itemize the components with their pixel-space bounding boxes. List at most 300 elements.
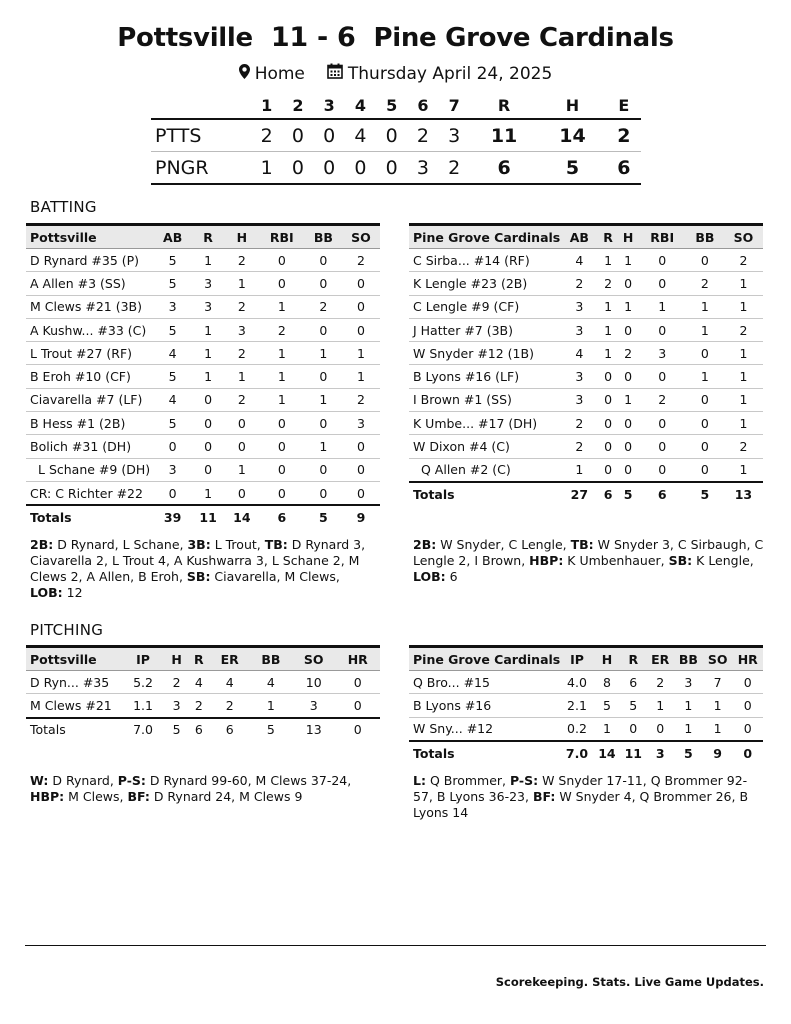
totals-row <box>26 505 380 528</box>
table-row <box>409 458 763 482</box>
stat-cell: 1 <box>724 295 763 318</box>
col-header: AB <box>560 225 598 249</box>
stat-cell: 1 <box>598 318 617 341</box>
stat-cell: 1 <box>724 458 763 482</box>
stat-cell: 6 <box>620 671 646 694</box>
player-name: Totals <box>413 486 455 502</box>
pitching-notes-home: L: Q Brommer, P-S: W Snyder 17-11, Q Brommer 92-57, B Lyons 36-23, BF: W Snyder 4, Q Brommer 26, B Lyons 14 <box>413 773 749 820</box>
stat-cell: 2 <box>305 295 342 318</box>
table-row <box>409 388 763 411</box>
stat-cell: 0 <box>259 481 305 505</box>
map-pin-icon <box>239 64 250 83</box>
total-runs: 6 <box>470 152 538 185</box>
team-header: Pine Grove Cardinals <box>409 225 560 249</box>
stat-cell: 0 <box>191 458 225 481</box>
stat-cell: 4 <box>210 671 250 694</box>
stat-cell: 0 <box>225 481 259 505</box>
team-header: Pottsville <box>26 647 121 671</box>
stat-cell: 2 <box>560 435 598 458</box>
pitching-notes-away: W: D Rynard, P-S: D Rynard 99-60, M Clews 37-24, HBP: M Clews, BF: D Rynard 24, M Clews 9 <box>30 773 352 804</box>
stat-cell: 1 <box>259 342 305 365</box>
pitching-table-away <box>26 645 380 741</box>
stat-cell: 0 <box>335 671 380 694</box>
table-row <box>26 365 380 388</box>
stat-cell: 10 <box>292 671 335 694</box>
stat-cell: 2 <box>724 318 763 341</box>
stat-cell: 0 <box>598 435 617 458</box>
stat-cell: 7.0 <box>565 745 589 761</box>
stat-cell: 1 <box>191 365 225 388</box>
stat-cell: 2 <box>724 249 763 272</box>
player-name: B Lyons #16 (LF) <box>409 365 560 388</box>
stat-cell: 14 <box>233 509 251 525</box>
inning-score: 2 <box>251 119 282 152</box>
batting-notes-home: 2B: W Snyder, C Lengle, TB: W Snyder 3, C Sirbaugh, C Lengle 2, I Brown, HBP: K Umbenhauer, SB: K Lengle, LOB: 6 <box>413 537 764 584</box>
stat-cell: 4.0 <box>560 671 594 694</box>
stat-cell: 0 <box>342 272 380 295</box>
player-name: W Dixon #4 (C) <box>409 435 560 458</box>
player-name: B Eroh #10 (CF) <box>26 365 154 388</box>
player-name: Ciavarella #7 (LF) <box>26 388 154 411</box>
col-header: BB <box>305 225 342 249</box>
col-header: AB <box>154 225 191 249</box>
stat-cell: 4 <box>154 342 191 365</box>
table-row <box>26 671 380 694</box>
player-name: Q Allen #2 (C) <box>409 458 560 482</box>
game-date: Thursday April 24, 2025 <box>347 64 553 84</box>
stat-cell: 0 <box>598 412 617 435</box>
inning-score: 2 <box>439 152 470 185</box>
stat-cell: 1 <box>618 388 639 411</box>
stat-cell: 0 <box>618 365 639 388</box>
stat-cell: 39 <box>163 509 182 525</box>
stat-cell: 3 <box>342 412 380 435</box>
stat-cell: 1 <box>259 365 305 388</box>
totals-row <box>409 482 763 505</box>
table-row <box>26 342 380 365</box>
stat-cell: 0 <box>733 671 763 694</box>
stat-cell: 0 <box>743 745 753 761</box>
batting-table-home <box>409 223 763 505</box>
stat-cell: 0 <box>733 694 763 717</box>
stat-cell: 11 <box>624 745 642 761</box>
stat-cell: 2 <box>225 249 259 272</box>
stat-cell: 1 <box>618 295 639 318</box>
table-row <box>26 249 380 272</box>
stat-cell: 2 <box>225 388 259 411</box>
stat-cell: 0 <box>259 412 305 435</box>
total-errors: 6 <box>607 152 641 185</box>
stat-cell: 0 <box>646 717 674 741</box>
table-row <box>409 435 763 458</box>
runs-header: R <box>470 92 538 119</box>
batting-table-away <box>26 223 380 529</box>
stat-cell: 0 <box>639 458 686 482</box>
table-row <box>26 458 380 481</box>
player-name: A Allen #3 (SS) <box>26 272 154 295</box>
stat-cell: 1 <box>639 295 686 318</box>
pitching-section-title: PITCHING <box>30 621 104 639</box>
stat-cell: 0 <box>639 249 686 272</box>
final-score: 11 - 6 <box>270 22 356 53</box>
stat-cell: 0 <box>618 412 639 435</box>
stat-cell: 0 <box>618 435 639 458</box>
stat-cell: 1 <box>724 342 763 365</box>
stat-cell: 3 <box>154 458 191 481</box>
team-abbr: PNGR <box>151 152 251 185</box>
stat-cell: 8 <box>594 671 620 694</box>
stat-cell: 2 <box>686 272 724 295</box>
player-name: L Schane #9 (DH) <box>26 458 154 481</box>
inning-score: 0 <box>282 152 313 185</box>
batting-notes-away: 2B: D Rynard, L Schane, 3B: L Trout, TB: D Rynard 3, Ciavarella 2, L Trout 4, A Kushwarra 3, L Schane 2, M Clews 2, A Allen, B Eroh, SB: Ciavarella, M Clews, LOB: 12 <box>30 537 366 600</box>
stat-cell: 1 <box>598 342 617 365</box>
stat-cell: 1 <box>724 365 763 388</box>
stat-cell: 0 <box>686 388 724 411</box>
player-name: I Brown #1 (SS) <box>409 388 560 411</box>
stat-cell: 0 <box>342 458 380 481</box>
stat-cell: 0 <box>598 458 617 482</box>
stat-cell: 27 <box>570 486 589 502</box>
stat-cell: 6 <box>225 722 234 738</box>
col-header: SO <box>703 647 733 671</box>
stat-cell: 0 <box>259 249 305 272</box>
stat-cell: 1 <box>225 365 259 388</box>
stat-cell: 1 <box>191 481 225 505</box>
col-header: BB <box>674 647 703 671</box>
stat-cell: 2 <box>598 272 617 295</box>
player-name: W Snyder #12 (1B) <box>409 342 560 365</box>
stat-cell: 7.0 <box>133 722 153 738</box>
table-row <box>409 318 763 341</box>
stat-cell: 0 <box>639 435 686 458</box>
col-header: IP <box>560 647 594 671</box>
stat-cell: 0 <box>305 272 342 295</box>
stat-cell: 1 <box>225 272 259 295</box>
stat-cell: 2 <box>225 342 259 365</box>
table-row <box>26 295 380 318</box>
stat-cell: 1 <box>305 388 342 411</box>
stat-cell: 1 <box>259 295 305 318</box>
stat-cell: 1 <box>618 249 639 272</box>
table-row <box>409 249 763 272</box>
player-name: M Clews #21 (3B) <box>26 295 154 318</box>
stat-cell: 3 <box>560 318 598 341</box>
stat-cell: 1 <box>686 318 724 341</box>
stat-cell: 0 <box>618 272 639 295</box>
stat-cell: 1 <box>724 412 763 435</box>
stat-cell: 1 <box>674 694 703 717</box>
table-row <box>26 694 380 718</box>
player-name: CR: C Richter #22 <box>26 481 154 505</box>
stat-cell: 1 <box>703 717 733 741</box>
stat-cell: 1 <box>724 272 763 295</box>
inning-score: 2 <box>407 119 438 152</box>
team-header: Pottsville <box>26 225 154 249</box>
stat-cell: 5 <box>594 694 620 717</box>
inning-score: 3 <box>407 152 438 185</box>
col-header: BB <box>250 647 292 671</box>
stat-cell: 0 <box>154 435 191 458</box>
player-name: Q Bro... #15 <box>409 671 560 694</box>
col-header: H <box>594 647 620 671</box>
stat-cell: 2 <box>646 671 674 694</box>
stat-cell: 0 <box>191 388 225 411</box>
stat-cell: 2 <box>210 694 250 718</box>
stat-cell: 1 <box>686 295 724 318</box>
stat-cell: 2.1 <box>560 694 594 717</box>
stat-cell: 0 <box>639 365 686 388</box>
stat-cell: 0 <box>620 717 646 741</box>
stat-cell: 0 <box>686 458 724 482</box>
game-info <box>0 63 791 84</box>
stat-cell: 2 <box>259 318 305 341</box>
table-row <box>26 388 380 411</box>
stat-cell: 2 <box>560 412 598 435</box>
stat-cell: 1 <box>686 365 724 388</box>
inning-score: 0 <box>376 152 407 185</box>
stat-cell: 2 <box>342 249 380 272</box>
table-row <box>26 435 380 458</box>
stat-cell: 7 <box>703 671 733 694</box>
table-row <box>26 481 380 505</box>
stat-cell: 1 <box>191 342 225 365</box>
inning-header: 4 <box>345 92 376 119</box>
stat-cell: 3 <box>154 295 191 318</box>
total-runs: 11 <box>470 119 538 152</box>
col-header: R <box>188 647 209 671</box>
stat-cell: 3 <box>674 671 703 694</box>
table-row <box>26 272 380 295</box>
stat-cell: 0 <box>305 249 342 272</box>
stat-cell: 1.1 <box>121 694 165 718</box>
stat-cell: 5 <box>154 249 191 272</box>
stat-cell: 14 <box>598 745 616 761</box>
totals-row <box>409 741 763 764</box>
errors-header: E <box>607 92 641 119</box>
stat-cell: 0 <box>335 694 380 718</box>
stat-cell: 5 <box>266 722 275 738</box>
player-name: Totals <box>30 509 72 525</box>
inning-score: 3 <box>439 119 470 152</box>
stat-cell: 0 <box>686 435 724 458</box>
stat-cell: 5 <box>154 272 191 295</box>
stat-cell: 0 <box>686 412 724 435</box>
col-header: SO <box>724 225 763 249</box>
stat-cell: 6 <box>657 486 667 502</box>
player-name: C Lengle #9 (CF) <box>409 295 560 318</box>
stat-cell: 4 <box>560 249 598 272</box>
stat-cell: 3 <box>560 295 598 318</box>
stat-cell: 0 <box>639 272 686 295</box>
total-hits: 5 <box>538 152 606 185</box>
player-name: Totals <box>30 722 66 738</box>
table-row <box>409 694 763 717</box>
stat-cell: 0 <box>686 249 724 272</box>
stat-cell: 2 <box>342 388 380 411</box>
player-name: B Lyons #16 <box>409 694 560 717</box>
team-header: Pine Grove Cardinals <box>409 647 560 671</box>
table-row <box>409 717 763 741</box>
inning-score: 0 <box>376 119 407 152</box>
stat-cell: 0 <box>733 717 763 741</box>
stat-cell: 4 <box>250 671 292 694</box>
line-score-row-home <box>151 152 641 185</box>
table-row <box>409 342 763 365</box>
stat-cell: 0 <box>259 272 305 295</box>
stat-cell: 4 <box>154 388 191 411</box>
stat-cell: 5 <box>623 486 633 502</box>
stat-cell: 0 <box>639 412 686 435</box>
totals-row <box>26 718 380 741</box>
stat-cell: 0 <box>353 722 362 738</box>
stat-cell: 5 <box>684 745 693 761</box>
hits-header: H <box>538 92 606 119</box>
player-name: Totals <box>413 745 455 761</box>
player-name: C Sirba... #14 (RF) <box>409 249 560 272</box>
inning-score: 4 <box>345 119 376 152</box>
player-name: W Sny... #12 <box>409 717 560 741</box>
stat-cell: 2 <box>560 272 598 295</box>
stat-cell: 1 <box>560 458 598 482</box>
stat-cell: 0 <box>342 481 380 505</box>
inning-header: 5 <box>376 92 407 119</box>
table-row <box>26 318 380 341</box>
player-name: M Clews #21 <box>26 694 121 718</box>
stat-cell: 3 <box>191 295 225 318</box>
col-header: ER <box>210 647 250 671</box>
stat-cell: 0 <box>342 435 380 458</box>
stat-cell: 4 <box>560 342 598 365</box>
stat-cell: 3 <box>292 694 335 718</box>
stat-cell: 1 <box>724 388 763 411</box>
stat-cell: 6 <box>277 509 287 525</box>
location-label: Home <box>254 64 305 84</box>
player-name: Bolich #31 (DH) <box>26 435 154 458</box>
stat-cell: 1 <box>598 249 617 272</box>
game-title <box>0 22 791 53</box>
inning-score: 1 <box>251 152 282 185</box>
stat-cell: 5 <box>154 365 191 388</box>
stat-cell: 5 <box>172 722 181 738</box>
stat-cell: 1 <box>594 717 620 741</box>
away-team-name: Pottsville <box>117 23 253 53</box>
stat-cell: 0 <box>639 318 686 341</box>
total-errors: 2 <box>607 119 641 152</box>
stat-cell: 9 <box>356 509 366 525</box>
stat-cell: 0 <box>225 435 259 458</box>
player-name: K Umbe... #17 (DH) <box>409 412 560 435</box>
stat-cell: 13 <box>734 486 753 502</box>
stat-cell: 5 <box>700 486 710 502</box>
col-header: RBI <box>639 225 686 249</box>
stat-cell: 3 <box>655 745 665 761</box>
stat-cell: 0 <box>305 318 342 341</box>
col-header: HR <box>335 647 380 671</box>
col-header: R <box>598 225 617 249</box>
stat-cell: 0 <box>618 318 639 341</box>
stat-cell: 0 <box>686 342 724 365</box>
stat-cell: 2 <box>618 342 639 365</box>
inning-score: 0 <box>314 119 345 152</box>
stat-cell: 0 <box>598 388 617 411</box>
stat-cell: 0 <box>225 412 259 435</box>
col-header: HR <box>733 647 763 671</box>
stat-cell: 13 <box>305 722 322 738</box>
table-row <box>409 295 763 318</box>
col-header: SO <box>292 647 335 671</box>
stat-cell: 1 <box>305 435 342 458</box>
stat-cell: 0 <box>259 435 305 458</box>
stat-cell: 1 <box>225 458 259 481</box>
col-header: BB <box>686 225 724 249</box>
stat-cell: 3 <box>639 342 686 365</box>
stat-cell: 0 <box>305 365 342 388</box>
player-name: A Kushw... #33 (C) <box>26 318 154 341</box>
col-header: RBI <box>259 225 305 249</box>
line-score-table <box>151 92 641 185</box>
table-row <box>409 272 763 295</box>
pitching-table-home <box>409 645 763 764</box>
inning-header: 1 <box>251 92 282 119</box>
stat-cell: 1 <box>598 295 617 318</box>
stat-cell: 2 <box>188 694 209 718</box>
stat-cell: 5 <box>154 318 191 341</box>
stat-cell: 0 <box>305 412 342 435</box>
stat-cell: 0 <box>154 481 191 505</box>
stat-cell: 1 <box>646 694 674 717</box>
inning-score: 0 <box>345 152 376 185</box>
stat-cell: 0 <box>618 458 639 482</box>
stat-cell: 1 <box>674 717 703 741</box>
calendar-icon <box>327 63 343 83</box>
stat-cell: 0 <box>598 365 617 388</box>
stat-cell: 3 <box>560 388 598 411</box>
stat-cell: 0 <box>191 435 225 458</box>
stat-cell: 3 <box>165 694 188 718</box>
col-header: H <box>225 225 259 249</box>
col-header: R <box>191 225 225 249</box>
stat-cell: 2 <box>225 295 259 318</box>
col-header: R <box>620 647 646 671</box>
player-name: K Lengle #23 (2B) <box>409 272 560 295</box>
stat-cell: 0 <box>305 458 342 481</box>
team-abbr: PTTS <box>151 119 251 152</box>
stat-cell: 0.2 <box>560 717 594 741</box>
table-row <box>26 412 380 435</box>
player-name: L Trout #27 (RF) <box>26 342 154 365</box>
stat-cell: 1 <box>191 318 225 341</box>
stat-cell: 0 <box>342 295 380 318</box>
stat-cell: 2 <box>639 388 686 411</box>
stat-cell: 4 <box>188 671 209 694</box>
col-header: H <box>165 647 188 671</box>
stat-cell: 5 <box>154 412 191 435</box>
stat-cell: 1 <box>703 694 733 717</box>
stat-cell: 11 <box>199 509 217 525</box>
col-header: IP <box>121 647 165 671</box>
stat-cell: 6 <box>194 722 203 738</box>
inning-header: 3 <box>314 92 345 119</box>
stat-cell: 1 <box>342 342 380 365</box>
stat-cell: 9 <box>713 745 722 761</box>
inning-header: 7 <box>439 92 470 119</box>
inning-score: 0 <box>314 152 345 185</box>
stat-cell: 1 <box>305 342 342 365</box>
stat-cell: 1 <box>342 365 380 388</box>
stat-cell: 0 <box>305 481 342 505</box>
table-row <box>409 412 763 435</box>
